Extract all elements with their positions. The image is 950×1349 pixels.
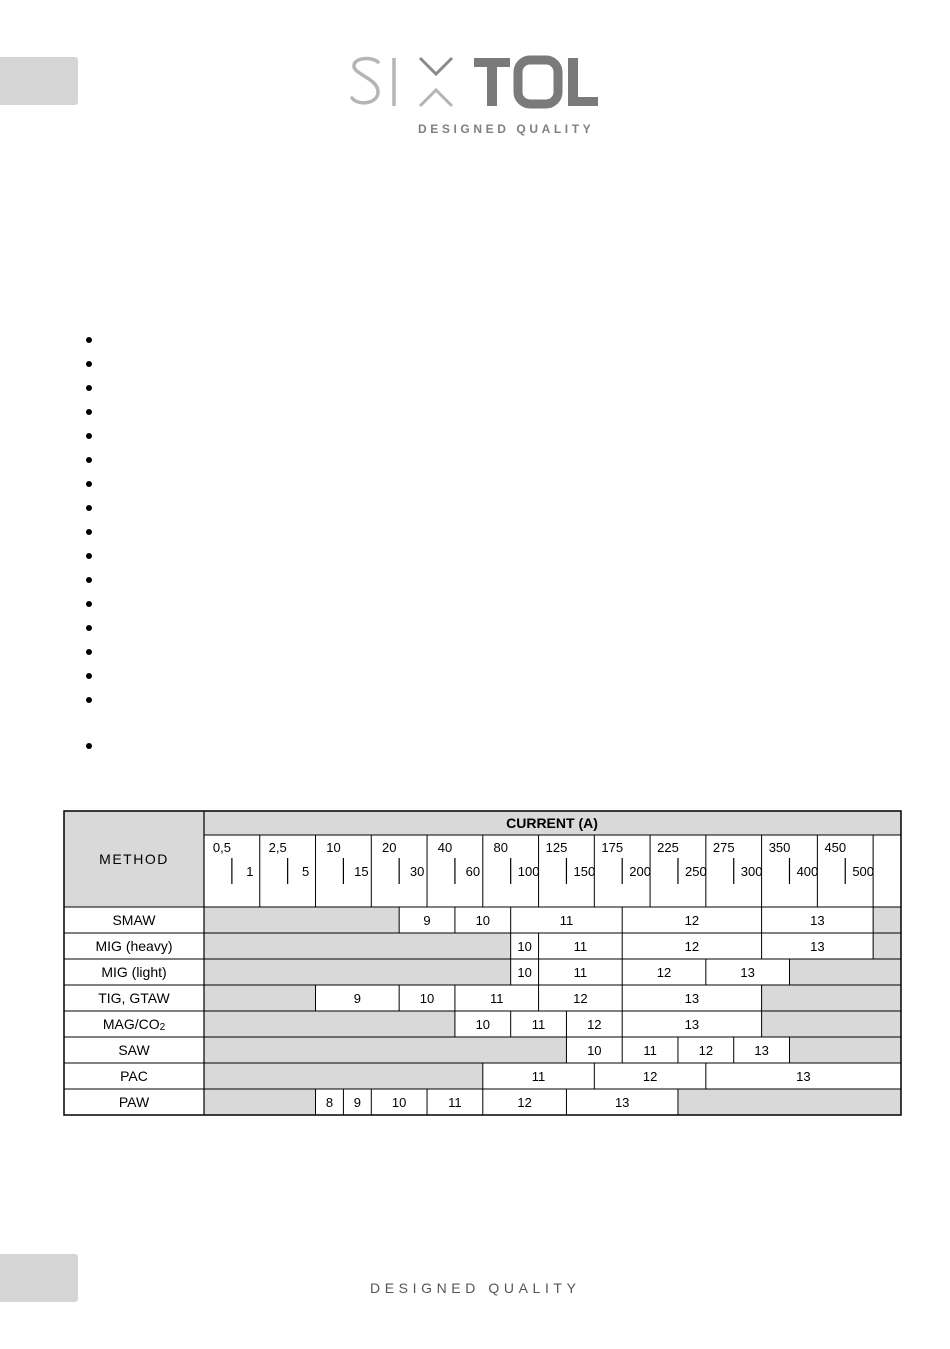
shade-number: 9	[353, 991, 361, 1006]
shade-number: 12	[684, 939, 700, 954]
method-header: METHOD	[99, 851, 169, 867]
sixtol-logo	[348, 52, 608, 142]
shade-number: 9	[423, 913, 431, 928]
bullet-marker	[86, 361, 92, 367]
current-tick-upper: 275	[712, 840, 735, 855]
shade-number: 10	[391, 1095, 407, 1110]
shade-empty-cell	[789, 1037, 901, 1063]
bullet-marker	[86, 743, 92, 749]
shade-number: 12	[573, 991, 588, 1006]
shade-number: 11	[531, 1069, 546, 1084]
method-label: SMAW	[112, 912, 156, 928]
bullet-marker	[86, 649, 92, 655]
current-tick-lower: 30	[409, 864, 425, 879]
shade-number: 13	[810, 939, 825, 954]
bullet-marker	[86, 697, 92, 703]
shade-empty-cell	[204, 1037, 566, 1063]
shade-number: 10	[587, 1043, 602, 1058]
bullet-marker	[86, 577, 92, 583]
current-header: CURRENT (A)	[506, 815, 598, 831]
shade-number: 12	[587, 1017, 602, 1032]
shade-empty-cell	[204, 1089, 316, 1115]
shade-number: 11	[448, 1095, 462, 1110]
shade-number: 11	[531, 1017, 546, 1032]
shade-empty-cell	[204, 959, 511, 985]
current-tick-upper: 0,5	[212, 840, 231, 855]
bullet-marker	[86, 337, 92, 343]
current-tick-lower: 200	[629, 864, 651, 879]
shade-number: 10	[517, 939, 532, 954]
shade-number: 9	[353, 1095, 361, 1110]
method-label: MAG/CO2	[102, 1016, 166, 1033]
shade-empty-cell	[762, 985, 901, 1011]
shade-number: 12	[642, 1069, 658, 1084]
bullet-marker	[86, 457, 92, 463]
logo-tagline: DESIGNED QUALITY	[418, 122, 595, 136]
method-label: MIG (light)	[101, 964, 167, 980]
current-tick-upper: 20	[381, 840, 397, 855]
current-tick-upper: 350	[768, 840, 791, 855]
shade-number: 13	[810, 913, 825, 928]
shade-number: 13	[684, 1017, 700, 1032]
shade-number: 12	[684, 913, 700, 928]
shade-number: 10	[475, 913, 491, 928]
bullet-marker	[86, 601, 92, 607]
method-label: TIG, GTAW	[98, 990, 170, 1006]
method-label: MIG (heavy)	[95, 938, 173, 954]
bullet-marker	[86, 409, 92, 415]
method-label: PAW	[118, 1094, 150, 1110]
shade-number: 13	[796, 1069, 811, 1084]
page-tab-bottom	[0, 1254, 78, 1302]
shade-number: 11	[573, 965, 588, 980]
bullet-marker	[86, 481, 92, 487]
current-tick-upper: 450	[824, 840, 847, 855]
shade-table-grid	[63, 810, 903, 1120]
current-tick-upper: 2,5	[268, 840, 287, 855]
shade-number: 13	[754, 1043, 769, 1058]
shade-empty-cell	[873, 933, 901, 959]
page-tab-top	[0, 57, 78, 105]
current-tick-upper: 40	[437, 840, 453, 855]
current-tick-lower: 500	[852, 864, 875, 879]
current-tick-lower: 300	[740, 864, 763, 879]
shade-number: 13	[684, 991, 700, 1006]
shade-empty-cell	[204, 1011, 455, 1037]
current-tick-lower: 1	[246, 864, 254, 879]
shade-number: 12	[656, 965, 672, 980]
bullet-marker	[86, 625, 92, 631]
bullet-marker	[86, 529, 92, 535]
current-tick-lower: 60	[465, 864, 481, 879]
current-tick-upper: 80	[493, 840, 508, 855]
shade-empty-cell	[204, 907, 399, 933]
bullet-marker	[86, 505, 92, 511]
current-tick-upper: 10	[326, 840, 341, 855]
shade-number: 11	[643, 1043, 657, 1058]
current-tick-upper: 175	[601, 840, 624, 855]
method-label: SAW	[118, 1042, 150, 1058]
current-tick-lower: 400	[796, 864, 819, 879]
current-tick-lower: 15	[354, 864, 369, 879]
shade-empty-cell	[204, 985, 316, 1011]
shade-number: 11	[573, 939, 588, 954]
shade-empty-cell	[789, 959, 901, 985]
shade-empty-cell	[678, 1089, 901, 1115]
shade-empty-cell	[204, 1063, 483, 1089]
shade-number: 10	[419, 991, 435, 1006]
bullet-marker	[86, 385, 92, 391]
method-label-subscript: 2	[159, 1022, 166, 1033]
footer-tagline: DESIGNED QUALITY	[370, 1280, 581, 1296]
welding-shade-table	[63, 810, 903, 1125]
bullet-marker	[86, 433, 92, 439]
shade-number: 12	[698, 1043, 714, 1058]
sixtol-logo-mark	[348, 52, 608, 122]
shade-number: 11	[559, 913, 574, 928]
shade-number: 11	[489, 991, 504, 1006]
shade-empty-cell	[204, 933, 511, 959]
current-tick-upper: 225	[657, 840, 679, 855]
shade-number: 13	[740, 965, 755, 980]
current-tick-upper: 125	[545, 840, 568, 855]
bullet-marker	[86, 673, 92, 679]
method-label: PAC	[120, 1068, 148, 1084]
current-tick-lower: 150	[573, 864, 596, 879]
shade-empty-cell	[762, 1011, 901, 1037]
current-tick-lower: 250	[685, 864, 707, 879]
shade-number: 12	[517, 1095, 532, 1110]
current-tick-lower: 5	[301, 864, 310, 879]
shade-empty-cell	[873, 907, 901, 933]
current-tick-lower: 100	[517, 864, 540, 879]
shade-number: 8	[325, 1095, 334, 1110]
bullet-marker	[86, 553, 92, 559]
shade-number: 10	[475, 1017, 491, 1032]
shade-number: 10	[517, 965, 532, 980]
shade-number: 13	[614, 1095, 630, 1110]
